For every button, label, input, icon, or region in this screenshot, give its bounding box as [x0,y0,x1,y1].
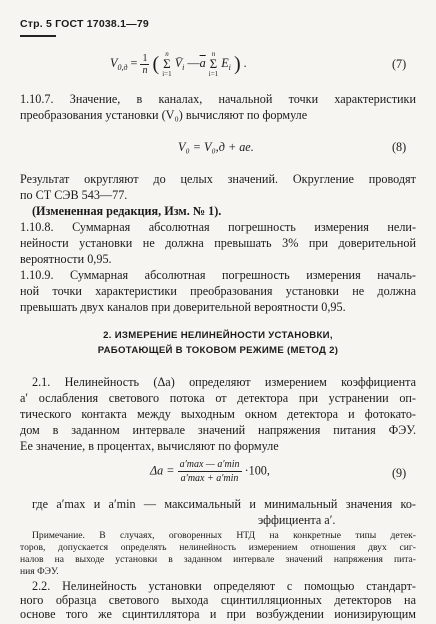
header-rule [20,35,56,37]
formula-9-number: (9) [392,466,407,480]
para-1-10-8-line1: 1.10.8. Суммарная абсолютная погрешность измерения нели- [20,220,416,234]
para-2-2-line1: 2.2. Нелинейность установки определяют с помощью стандарт- [32,579,416,593]
para-1-10-7-line1: 1.10.7. Значение, в каналах, начальной точки характеристики [20,92,416,106]
para-2-1-line2: a′ ослабления светового потока от детектора при устранении оп- [20,391,416,405]
para-2-1-line1: 2.1. Нелинейность (Δa) определяют измерением коэффициента [32,375,416,389]
para-1-10-8-line2: нейности установки не должна превышать 3% при доверительной [20,236,416,250]
section-2-title-line1: 2. ИЗМЕРЕНИЕ НЕЛИНЕЙНОСТИ УСТАНОВКИ, [103,330,333,341]
para-where-line2: эффициента a′. [258,513,336,527]
formula-7: $V_{0,д}$ = $\frac{1}{n}$ ( n Σ i=1 $V̄_i$ $—\overline{a}$ n Σ i=1 $E_i$ ) . [110,50,247,78]
note-line4: ния ФЭУ. [20,566,59,577]
sum-2: n Σ i=1 [208,50,219,78]
running-head: Стр. 5 ГОСТ 17038.1—79 [20,18,149,30]
note-line3: налов на выходе установки в заданном интервале значений напряжения пита- [20,554,416,565]
section-2-title-line2: РАБОТАЮЩЕЙ В ТОКОВОМ РЕЖИМЕ (МЕТОД 2) [97,345,339,356]
formula-7-lhs: V [110,55,118,70]
formula-9-fraction: $\frac{a'\max — a'\min}{a'\max + a'\min}$ [179,459,240,484]
para-where-line1: где a′max и a′min — максимальный и минимальный значения ко- [32,497,416,511]
para-1-10-9-line2: ной точки характеристики преобразования установки не должна [20,284,416,298]
para-1-10-9-line3: превышать двух каналов при доверительной вероятности 0,95. [20,300,346,314]
para-2-1-line4: дом в заданном интервале значений напряжения питания ФЭУ. [20,423,416,437]
para-1-10-7-line2: преобразования установки (V₀) вычисляют по формуле [20,108,308,122]
amendment-note: (Измененная редакция, Изм. № 1). [32,204,222,218]
formula-7-fraction: $\frac{1}{n}$ [142,52,148,76]
para-1-10-9-line1: 1.10.9. Суммарная абсолютная погрешность измерения началь- [20,268,416,282]
sum-1: n Σ i=1 [162,50,172,78]
para-round-line2: по СТ СЭВ 543—77. [20,188,128,202]
formula-9: Δa = $\frac{a'\max — a'\min}{a'\max + a'\min}$ ·100, [150,459,270,484]
formula-7-number: (7) [392,57,407,71]
para-2-1-line5: Ее значение, в процентах, вычисляют по формуле [20,439,279,453]
para-2-2-line2: ного образца светового выхода сцинтилляционных детекторов на [20,593,416,607]
note-line2: торов, допускается определять нелинейность измерением отношения двух сиг- [20,542,416,553]
para-round-line1: Результат округляют до целых значений. Округление проводят [20,172,416,186]
para-1-10-8-line3: вероятности 0,95. [20,252,112,266]
note-line1: Примечание. В случаях, оговоренных НТД на конкретные типы детек- [32,530,416,541]
formula-8: V₀ = V₀,д + ae. [178,140,254,154]
para-2-1-line3: тического контакта между выходным окном детектора и фотокато- [20,407,416,421]
formula-8-number: (8) [392,140,407,154]
para-2-2-line3: основе того же сцинтиллятора и при возбуждении ионизирующим [20,607,416,621]
